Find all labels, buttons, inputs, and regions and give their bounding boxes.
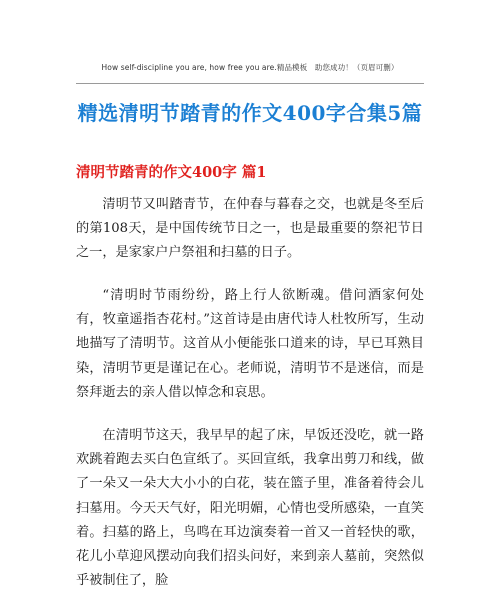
paragraph-2: “清明时节雨纷纷，路上行人欲断魂。借问酒家何处有，牧童遥指杏花村。”这首诗是由唐代诗人杜牧所写，生动地描写了清明节。这首从小便能张口道来的诗，早已耳熟目染，清明节更是谨记在心。老师说，清明节不是迷信，而是祭拜逝去的亲人借以悼念和哀思。 bbox=[76, 288, 424, 400]
paragraph-1: 清明节又叫踏青节，在仲春与暮春之交，也就是冬至后的第108天，是中国传统节日之一，也是最重要的祭祀节日之一，是家家户户祭祖和扫墓的日子。 bbox=[76, 197, 424, 261]
page-header: How self-discipline you are, how free you are.精品模板 助您成功！（页眉可删） bbox=[101, 63, 399, 72]
paragraph-3: 在清明节这天，我早早的起了床，早饭还没吃，就一路欢跳着跑去买白色宣纸了。买回宣纸，我拿出剪刀和线，做了一朵又一朵大大小小的白花，装在篮子里，准备着待会儿扫墓用。今天天气好，阳光明媚，心情也受所感染，一直笑着。扫墓的路上，鸟鸣在耳边演奏着一首又一首轻快的歌，花儿小草迎风摆动向我们招头问好，来到亲人墓前，突然似乎被制住了，脸 bbox=[76, 428, 424, 589]
document-title: 精选清明节踏青的作文400字合集5篇 bbox=[77, 101, 423, 125]
section-title: 清明节踏青的作文400字 篇1 bbox=[76, 164, 267, 181]
header-divider bbox=[76, 83, 424, 84]
